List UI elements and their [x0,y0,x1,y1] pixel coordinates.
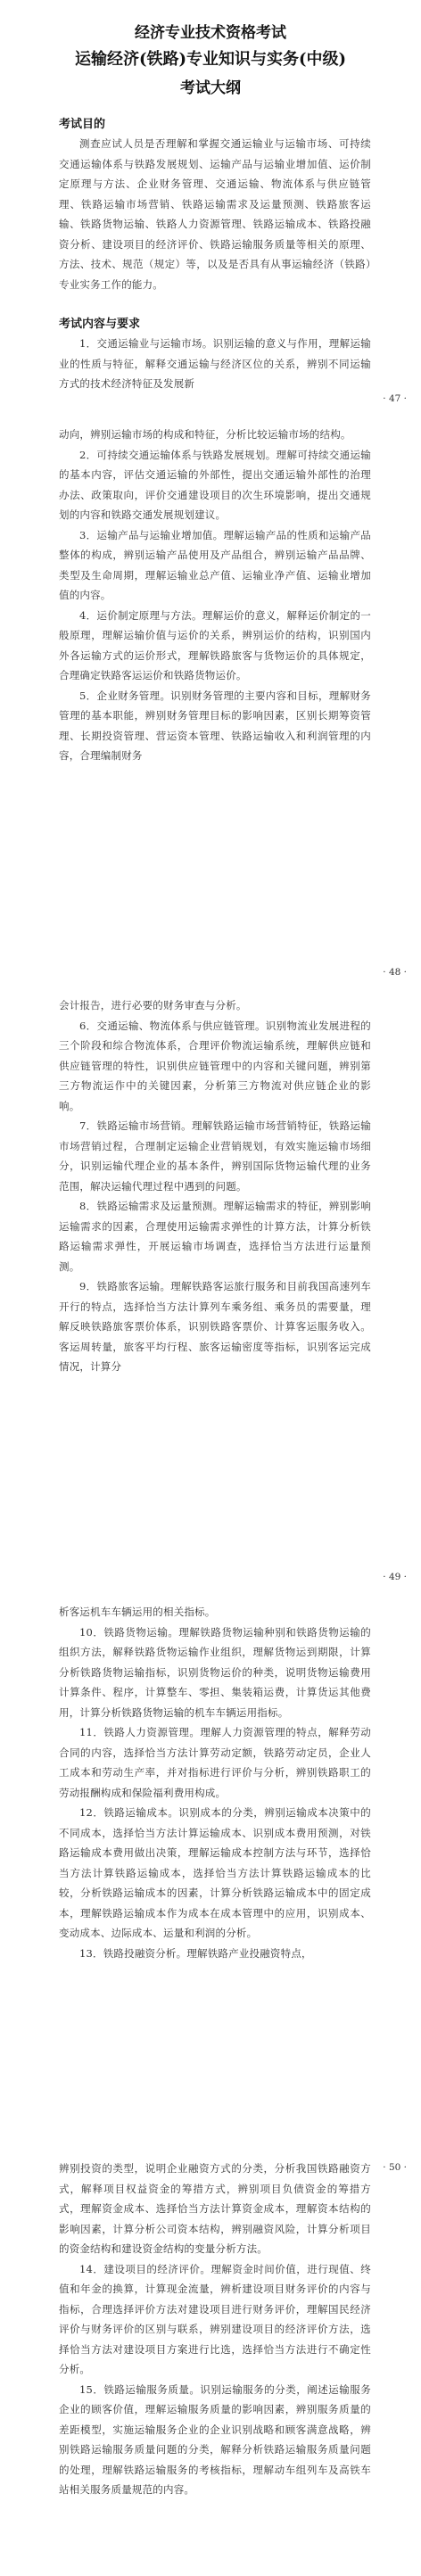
paragraph-7: 7．铁路运输市场营销。理解铁路运输市场营销特征，铁路运输市场营销过程，合理制定运输企业营销规划，有效实施运输市场细分，识别运输代理企业的基本条件，辨别国际货物运输代理的业务范围，解决运输代理过程中遇到的问题。 [59,1119,371,1193]
page-number-50: · 50 · [383,2162,407,2173]
purpose-paragraph: 测查应试人员是否理解和掌握交通运输业与运输市场、可持续交通运输体系与铁路发展规划、运输产品与运输业增加值、运价制定原理与方法、企业财务管理、交通运输、物流体系与供应链管理、铁路运输市场营销、铁路运输需求及运量预测、铁路旅客运输、铁路货物运输、铁路人力资源管理、铁路运输成本、铁路投融资分析、建设项目的经济评价、铁路运输服务质量等相关的原理、方法、技术、规范（规定）等，以及是否具有从事运输经济（铁路）专业实务工作的能力。 [59,137,371,291]
paragraph-12: 12．铁路运输成本。识别成本的分类，辨别运输成本决策中的不同成本，选择恰当方法计算运输成本、识别成本费用预测，对铁路运输成本费用做出决策，理解运输成本控制方法与环节，选择恰当方法计算铁路运输成本，选择恰当方法计算铁路运输成本的比较，分析铁路运输成本的因素，计算分析铁路运输成本中的固定成本，理解铁路运输成本作为成本在成本管理中的应用，识别成本、变动成本、边际成本、运量和利润的分析。 [59,1806,371,1939]
paragraph-1: 1．交通运输业与运输市场。识别运输的意义与作用，理解运输业的性质与特征，解释交通运输与经济区位的关系，辨别不同运输方式的技术经济特征及发展新 [59,337,371,390]
content-block-1 [59,334,371,394]
purpose-block [59,134,371,294]
paragraph-1-continued: 动向，辨别运输市场的构成和特征，分析比较运输市场的结构。 [59,428,351,441]
paragraph-8: 8．铁路运输需求及运量预测。理解运输需求的特征，辨别影响运输需求的因素，合理使用运输需求弹性的计算方法，计算分析铁路运输需求弹性，开展运输市场调查，选择恰当方法进行运量预测。 [59,1200,371,1273]
paragraph-2: 2．可持续交通运输体系与铁路发展规划。理解可持续交通运输的基本内容，评估交通运输的外部性，提出交通运输外部性的治理办法、政策取向，评价交通建设项目的次生环境影响，提出交通规划的内容和铁路交通发展规划建议。 [59,448,371,521]
paragraph-13-continued: 辨别投资的类型，说明企业融资方式的分类，分析我国铁路融资方式，解释项目权益资金的筹措方式，辨别项目负债资金的筹措方式，理解资金成本、选择恰当方法计算资金成本，理解资本结构的影响因素，计算分析公司资本结构，辨别融资风险，计算分析项目的资金结构和建设资金结构的变量分析方法。 [59,2162,371,2255]
paragraph-6: 6．交通运输、物流体系与供应链管理。识别物流业发展进程的三个阶段和综合物流体系，合理评价物流运输系统，理解供应链和供应链管理的特性，识别供应链管理中的内容和关键问题，辨别第三方物流运作中的关键因素，分析第三方物流对供应链企业的影响。 [59,1019,371,1112]
page-number-48: · 48 · [383,967,407,978]
page-number-49: · 49 · [383,1572,407,1582]
paragraph-11: 11．铁路人力资源管理。理解人力资源管理的特点，解释劳动合同的内容，选择恰当方法计算劳动定额，铁路劳动定员，企业人工成本和劳动生产率，并对指标进行评价与分析，辨别铁路职工的劳动报酬构成和保险福利费用构成。 [59,1726,371,1799]
content-block-4 [59,1602,371,1963]
content-block-5 [59,2159,371,2500]
paragraph-5: 5．企业财务管理。识别财务管理的主要内容和目标，理解财务管理的基本职能，辨别财务管理目标的影响因素，区别长期筹资管理、长期投资管理、营运资本管理、铁路运输收入和利润管理的内容，合理编制财务 [59,689,371,762]
paragraph-4: 4．运价制定原理与方法。理解运价的意义，解释运价制定的一般原理，理解运输价值与运价的关系，辨别运价的结构，识别国内外各运输方式的运价形式，理解铁路旅客与货物运价的具体规定，合理确定铁路客运运价和铁路货物运价。 [59,608,371,681]
content-block-2 [59,425,371,766]
content-block-3 [59,995,371,1377]
syllabus-title: 考试大纲 [180,79,241,97]
section-heading-content: 考试内容与要求 [59,318,141,331]
paragraph-9-continued: 析客运机车车辆运用的相关指标。 [59,1606,216,1618]
paragraph-10: 10．铁路货物运输。理解铁路货物运输种别和铁路货物运输的组织方法，解释铁路货物运输作业组织，理解货物运到期限，计算分析铁路货物运输指标，识别货物运价的种类，说明货物运输费用计算条件、程序，计算整车、零担、集装箱运费，计算货运其他费用，计算分析铁路货物运输的机车车辆运用指标。 [59,1625,371,1719]
paragraph-5-continued: 会计报告，进行必要的财务审查与分析。 [59,999,247,1011]
paragraph-9: 9．铁路旅客运输。理解铁路客运旅行服务和目前我国高速列车开行的特点，选择恰当方法计算列车乘务组、乘务员的需要量，理解反映铁路旅客票价体系，识别铁路客票价、计算客运服务收入。客运周转量，旅客平均行程、旅客运输密度等指标，识别客运完成情况，计算分 [59,1280,371,1373]
paragraph-14: 14．建设项目的经济评价。理解资金时间价值，进行现值、终值和年金的换算，计算现金流量，辨析建设项目财务评价的内容与指标，合理选择评价方法对建设项目进行财务评价，理解国民经济评价与财务评价的区别与联系，辨别建设项目的经济评价方法，选择恰当方法对建设项目方案进行比选，选择恰当方法进行不确定性分析。 [59,2262,371,2375]
paragraph-15: 15．铁路运输服务质量。识别运输服务的分类，阐述运输服务企业的顾客价值，理解运输服务质量的影响因素，辨别服务质量的差距模型，实施运输服务企业的企业识别战略和顾客满意战略，辨别铁路运输服务质量问题的分类，解释分析铁路运输服务质量问题的处理，理解铁路运输服务的考核指标，理解动车组列车及高铁车站相关服务质量规范的内容。 [59,2382,371,2496]
subject-title: 运输经济(铁路)专业知识与实务(中级) [74,50,347,69]
page-number-47: · 47 · [383,393,407,404]
exam-series-title: 经济专业技术资格考试 [135,24,286,42]
paragraph-13: 13．铁路投融资分析。理解铁路产业投融资特点， [79,1946,312,1960]
section-heading-purpose: 考试目的 [59,118,106,131]
paragraph-3: 3．运输产品与运输业增加值。理解运输产品的性质和运输产品整体的构成，辨别运输产品使用及产品组合，辨别运输产品品牌、类型及生命周期，理解运输业总产值、运输业净产值、运输业增加值的内容。 [59,528,371,601]
